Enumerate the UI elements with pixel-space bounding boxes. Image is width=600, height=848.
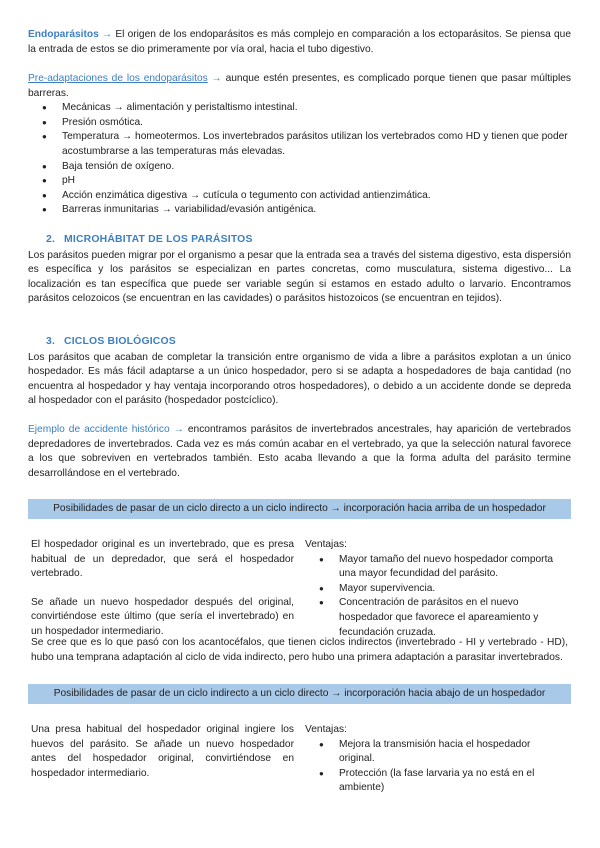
intro-arrow: → [101, 29, 113, 40]
list-item: ● Acción enzimática digestiva → cutícula o tegumento con actividad antienzimática. [28, 189, 571, 204]
list-item: ● Temperatura → homeotermos. Los invertebrados parásitos utilizan los vertebrados como HD y tienen que poder acostumbrarse a las temperaturas más elevadas. [28, 130, 571, 159]
box1-ventajas-label: Ventajas: [305, 539, 347, 550]
preadapt-text: aunque estén presentes, es complicado porque tienen que pasar múltiples barreras. [28, 73, 571, 99]
box1-note-text: Se cree que es lo que pasó con los acantocéfalos, que tienen ciclos indirectos (invertebrado - HI y vertebrado - HD), hubo una temprana adaptación al ciclo de vida indirecto, pero hubo una primera adaptación a parasitar invertebrados. [31, 637, 568, 663]
section-2-text: Los parásitos pueden migrar por el organismo a pesar que la entrada sea a través del sistema digestivo, esta dispersión es específica y los parásitos se especializan en partes concretas, como musculatura, sistema digestivo... La localización es tan específica que puede ser variable según si estamos en estado adulto o larvario. Encontramos parásitos celozoicos (se encuentran en las cavidades) o parásitos histozoicos (se encuentran en tejidos). [28, 249, 571, 305]
box2-right-column [305, 723, 568, 796]
box1-left-column [31, 538, 294, 640]
list-item: ● pH [28, 174, 571, 189]
example-keyword: Ejemplo de accidente histórico [28, 424, 170, 435]
section-3-text: Los parásitos que acaban de completar la transición entre organismo de vida a libre a parásitos explotan a un único hospedador. Es más fácil adaptarse a un único hospedador, pero si se adapta a hospedadores de baja cantidad (no encuentra al hospedador y hay ventaja incorporando otros hospedadores), o debido a un accidente donde se depreda al hospedador con el parásito (hospedador postcíclico). [28, 351, 571, 407]
box1-left-p1: El hospedador original es un invertebrado, que es presa habitual de un depredador, que será el hospedador vertebrado. [31, 539, 294, 580]
box2-header: Posibilidades de pasar de un ciclo indirecto a un ciclo directo → incorporación hacia abajo de un hospedador [28, 684, 571, 704]
list-item: ● Barreras inmunitarias → variabilidad/evasión antigénica. [28, 203, 571, 218]
box1-note [31, 636, 568, 665]
intro-paragraph [28, 28, 571, 57]
list-item: ● Concentración de parásitos en el nuevo hospedador que favorece el apareamiento y fecundación cruzada. [305, 596, 568, 640]
preadapt-keyword: Pre-adaptaciones de los endoparásitos [28, 73, 208, 84]
section-number: 3. [46, 336, 56, 347]
section-number: 2. [46, 234, 56, 245]
example-text: encontramos parásitos de invertebrados ancestrales, hay aparición de vertebrados depredadores de invertebrados. Cada vez es más común acabar en el vertebrado, ya que la selección natural favorece a los que sobreviven en vertebrados también. Esto acaba llevando a que la forma adulta del parásito termine desarrollándose en el vertebrado. [28, 424, 571, 479]
section-3 [28, 335, 571, 409]
box2-ventajas-list [305, 738, 568, 796]
list-item: ● Mecánicas → alimentación y peristaltismo intestinal. [28, 101, 571, 116]
list-item: ● Baja tensión de oxígeno. [28, 160, 571, 175]
example-arrow: → [173, 424, 184, 435]
intro-text: El origen de los endoparásitos es más complejo en comparación a los ectoparásitos. Se piensa que la entrada de estos se dio primeramente por vía oral, hacia el tubo digestivo. [28, 29, 571, 55]
list-item: ● Presión osmótica. [28, 116, 571, 131]
section-2 [28, 233, 571, 307]
section-title: MICROHÁBITAT DE LOS PARÁSITOS [64, 234, 253, 245]
box1-right-column [305, 538, 568, 640]
list-item: ● Mejora la transmisión hacia el hospedador original. [305, 738, 568, 767]
section-heading [28, 335, 571, 350]
box2-left-p1: Una presa habitual del hospedador original ingiere los huevos del parásito. Se añade un nuevo hospedador antes del hospedador original, convirtiéndose en hospedador intermediario. [31, 724, 294, 779]
box1-left-p2: Se añade un nuevo hospedador después del original, convirtiéndose este último (que sería el invertebrado) en un hospedador intermediario. [31, 596, 294, 637]
preadapt-arrow: → [211, 73, 222, 84]
section-heading [28, 233, 571, 248]
box1-header: Posibilidades de pasar de un ciclo directo a un ciclo indirecto → incorporación hacia arriba de un hospedador [28, 499, 571, 519]
list-item: ● Mayor supervivencia. [305, 582, 568, 597]
intro-keyword: Endoparásitos [28, 29, 99, 40]
box2-ventajas-label: Ventajas: [305, 724, 347, 735]
list-item: ● Mayor tamaño del nuevo hospedador comporta una mayor fecundidad del parásito. [305, 553, 568, 582]
example-paragraph [28, 423, 571, 481]
list-item: ● Protección (la fase larvaria ya no está en el ambiente) [305, 767, 568, 796]
preadapt-section [28, 72, 571, 218]
section-title: CICLOS BIOLÓGICOS [64, 336, 176, 347]
preadapt-list [28, 101, 571, 218]
box1-ventajas-list [305, 553, 568, 641]
box2-left-column [31, 723, 294, 781]
